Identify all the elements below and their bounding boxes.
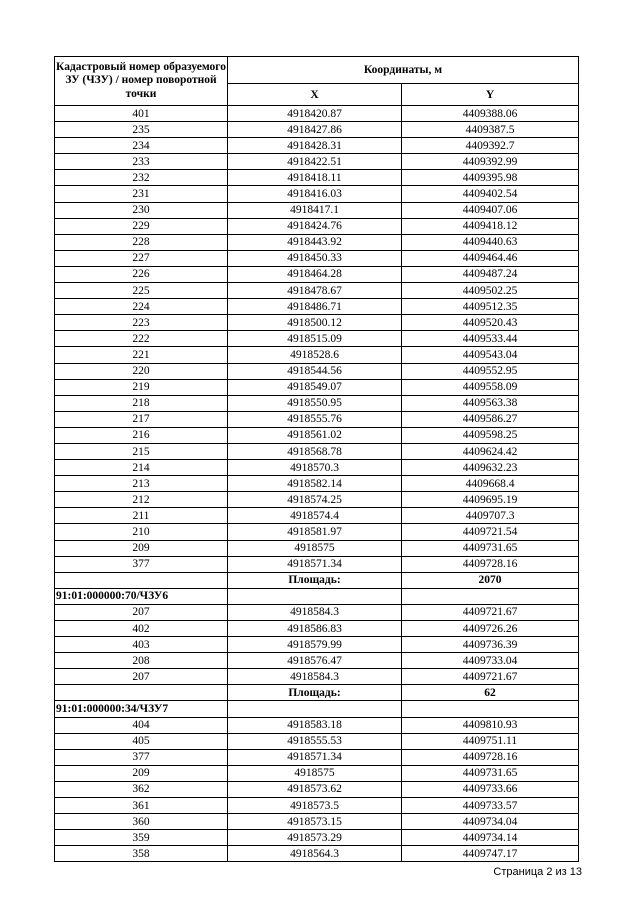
coord-y: 4409728.16: [402, 556, 579, 572]
section-title: 91:01:000000:70/ЧЗУ6: [55, 588, 228, 604]
point-number: 218: [55, 395, 228, 411]
area-value: 62: [402, 685, 579, 701]
coord-y: 4409418.12: [402, 218, 579, 234]
point-number: 234: [55, 138, 228, 154]
coord-x: 4918561.02: [228, 427, 402, 443]
coord-x: 4918571.34: [228, 556, 402, 572]
area-value: 2070: [402, 572, 579, 588]
section-title: 91:01:000000:34/ЧЗУ7: [55, 701, 228, 717]
coord-x: 4918573.29: [228, 830, 402, 846]
table-row: [55, 460, 579, 476]
coordinates-table-body: [55, 57, 579, 862]
point-number: 213: [55, 476, 228, 492]
section-empty-x: [228, 588, 402, 604]
area-row: [55, 572, 579, 588]
table-row: [55, 443, 579, 459]
header-point-name: Кадастровый номер образуемого ЗУ (ЧЗУ) / номер поворотной точки: [55, 57, 228, 106]
table-row: [55, 540, 579, 556]
point-number: 405: [55, 733, 228, 749]
coord-x: 4918478.67: [228, 283, 402, 299]
coord-y: 4409734.14: [402, 830, 579, 846]
table-row: [55, 250, 579, 266]
coord-y: 4409520.43: [402, 315, 579, 331]
area-empty: [55, 685, 228, 701]
point-number: 207: [55, 669, 228, 685]
table-row: [55, 234, 579, 250]
coord-y: 4409586.27: [402, 411, 579, 427]
section-empty-y: [402, 588, 579, 604]
point-number: 360: [55, 814, 228, 830]
coord-y: 4409558.09: [402, 379, 579, 395]
point-number: 210: [55, 524, 228, 540]
coord-y: 4409624.42: [402, 443, 579, 459]
table-row: [55, 347, 579, 363]
section-row: [55, 701, 579, 717]
coord-x: 4918464.28: [228, 266, 402, 282]
point-number: 226: [55, 266, 228, 282]
coord-x: 4918584.3: [228, 604, 402, 620]
coord-y: 4409402.54: [402, 186, 579, 202]
point-number: 225: [55, 283, 228, 299]
table-row: [55, 170, 579, 186]
table-row: [55, 669, 579, 685]
coord-y: 4409464.46: [402, 250, 579, 266]
coord-y: 4409598.25: [402, 427, 579, 443]
area-empty: [55, 572, 228, 588]
coord-y: 4409721.54: [402, 524, 579, 540]
point-number: 358: [55, 846, 228, 862]
table-row: [55, 379, 579, 395]
coord-x: 4918515.09: [228, 331, 402, 347]
point-number: 223: [55, 315, 228, 331]
coord-x: 4918443.92: [228, 234, 402, 250]
coord-x: 4918418.11: [228, 170, 402, 186]
coord-x: 4918544.56: [228, 363, 402, 379]
point-number: 230: [55, 202, 228, 218]
coord-x: 4918583.18: [228, 717, 402, 733]
coord-y: 4409726.26: [402, 621, 579, 637]
point-number: 232: [55, 170, 228, 186]
table-row: [55, 781, 579, 797]
page-number: Страница 2 из 13: [493, 866, 582, 878]
table-header-row: [55, 57, 579, 84]
header-y: Y: [402, 84, 579, 106]
coord-x: 4918424.76: [228, 218, 402, 234]
coord-x: 4918582.14: [228, 476, 402, 492]
area-label: Площадь:: [228, 685, 402, 701]
point-number: 207: [55, 604, 228, 620]
point-number: 220: [55, 363, 228, 379]
coord-x: 4918422.51: [228, 154, 402, 170]
coord-x: 4918450.33: [228, 250, 402, 266]
coord-x: 4918573.15: [228, 814, 402, 830]
coord-x: 4918486.71: [228, 299, 402, 315]
table-row: [55, 202, 579, 218]
coord-y: 4409736.39: [402, 637, 579, 653]
coord-x: 4918427.86: [228, 122, 402, 138]
point-number: 377: [55, 749, 228, 765]
coord-x: 4918417.1: [228, 202, 402, 218]
coord-x: 4918564.3: [228, 846, 402, 862]
table-row: [55, 749, 579, 765]
header-coordinates: Координаты, м: [228, 57, 579, 84]
point-number: 212: [55, 492, 228, 508]
coord-y: 4409563.38: [402, 395, 579, 411]
table-row: [55, 363, 579, 379]
coord-x: 4918428.31: [228, 138, 402, 154]
coordinates-table: [54, 56, 579, 862]
table-row: [55, 138, 579, 154]
coord-y: 4409733.66: [402, 781, 579, 797]
coord-y: 4409388.06: [402, 106, 579, 122]
point-number: 228: [55, 234, 228, 250]
coord-y: 4409668.4: [402, 476, 579, 492]
point-number: 214: [55, 460, 228, 476]
table-row: [55, 846, 579, 862]
point-number: 221: [55, 347, 228, 363]
coord-x: 4918570.3: [228, 460, 402, 476]
coord-y: 4409734.04: [402, 814, 579, 830]
coord-y: 4409632.23: [402, 460, 579, 476]
table-row: [55, 556, 579, 572]
coord-x: 4918555.76: [228, 411, 402, 427]
coord-y: 4409731.65: [402, 540, 579, 556]
table-row: [55, 814, 579, 830]
section-row: [55, 588, 579, 604]
point-number: 219: [55, 379, 228, 395]
table-row: [55, 395, 579, 411]
point-number: 362: [55, 781, 228, 797]
coord-x: 4918555.53: [228, 733, 402, 749]
coord-y: 4409733.57: [402, 798, 579, 814]
coord-y: 4409733.04: [402, 653, 579, 669]
coord-y: 4409721.67: [402, 604, 579, 620]
table-row: [55, 106, 579, 122]
coord-y: 4409695.19: [402, 492, 579, 508]
coord-x: 4918568.78: [228, 443, 402, 459]
coord-x: 4918573.62: [228, 781, 402, 797]
coord-x: 4918579.99: [228, 637, 402, 653]
table-row: [55, 508, 579, 524]
table-row: [55, 765, 579, 781]
point-number: 217: [55, 411, 228, 427]
point-number: 224: [55, 299, 228, 315]
table-row: [55, 621, 579, 637]
point-number: 209: [55, 540, 228, 556]
coord-x: 4918581.97: [228, 524, 402, 540]
coord-x: 4918550.95: [228, 395, 402, 411]
table-row: [55, 154, 579, 170]
coord-y: 4409502.25: [402, 283, 579, 299]
coord-x: 4918584.3: [228, 669, 402, 685]
table-row: [55, 186, 579, 202]
coord-y: 4409533.44: [402, 331, 579, 347]
coord-y: 4409407.06: [402, 202, 579, 218]
point-number: 215: [55, 443, 228, 459]
coord-x: 4918575: [228, 765, 402, 781]
coord-x: 4918416.03: [228, 186, 402, 202]
table-row: [55, 830, 579, 846]
table-row: [55, 798, 579, 814]
coord-x: 4918571.34: [228, 749, 402, 765]
table-row: [55, 122, 579, 138]
coord-x: 4918528.6: [228, 347, 402, 363]
coord-x: 4918574.25: [228, 492, 402, 508]
table-row: [55, 331, 579, 347]
table-row: [55, 266, 579, 282]
point-number: 229: [55, 218, 228, 234]
coord-y: 4409731.65: [402, 765, 579, 781]
coord-y: 4409747.17: [402, 846, 579, 862]
coord-y: 4409810.93: [402, 717, 579, 733]
point-number: 208: [55, 653, 228, 669]
point-number: 222: [55, 331, 228, 347]
point-number: 227: [55, 250, 228, 266]
table-row: [55, 653, 579, 669]
coord-y: 4409751.11: [402, 733, 579, 749]
coord-y: 4409440.63: [402, 234, 579, 250]
point-number: 231: [55, 186, 228, 202]
table-row: [55, 717, 579, 733]
point-number: 401: [55, 106, 228, 122]
point-number: 404: [55, 717, 228, 733]
area-label: Площадь:: [228, 572, 402, 588]
table-row: [55, 283, 579, 299]
coord-y: 4409552.95: [402, 363, 579, 379]
coord-y: 4409512.35: [402, 299, 579, 315]
table-row: [55, 733, 579, 749]
header-x: X: [228, 84, 402, 106]
point-number: 359: [55, 830, 228, 846]
point-number: 377: [55, 556, 228, 572]
coord-x: 4918576.47: [228, 653, 402, 669]
coord-x: 4918574.4: [228, 508, 402, 524]
table-row: [55, 637, 579, 653]
point-number: 235: [55, 122, 228, 138]
coord-x: 4918586.83: [228, 621, 402, 637]
table-row: [55, 299, 579, 315]
point-number: 211: [55, 508, 228, 524]
table-row: [55, 218, 579, 234]
section-empty-y: [402, 701, 579, 717]
coord-y: 4409721.67: [402, 669, 579, 685]
table-row: [55, 476, 579, 492]
table-row: [55, 524, 579, 540]
coord-y: 4409543.04: [402, 347, 579, 363]
table-row: [55, 492, 579, 508]
table-row: [55, 315, 579, 331]
point-number: 233: [55, 154, 228, 170]
coord-y: 4409487.24: [402, 266, 579, 282]
coord-y: 4409728.16: [402, 749, 579, 765]
area-row: [55, 685, 579, 701]
point-number: 209: [55, 765, 228, 781]
coord-y: 4409392.7: [402, 138, 579, 154]
coord-x: 4918573.5: [228, 798, 402, 814]
coord-y: 4409707.3: [402, 508, 579, 524]
point-number: 403: [55, 637, 228, 653]
point-number: 216: [55, 427, 228, 443]
coord-x: 4918549.07: [228, 379, 402, 395]
coord-x: 4918420.87: [228, 106, 402, 122]
table-row: [55, 427, 579, 443]
section-empty-x: [228, 701, 402, 717]
point-number: 402: [55, 621, 228, 637]
coord-x: 4918575: [228, 540, 402, 556]
table-row: [55, 411, 579, 427]
coord-y: 4409387.5: [402, 122, 579, 138]
table-row: [55, 604, 579, 620]
point-number: 361: [55, 798, 228, 814]
coord-y: 4409395.98: [402, 170, 579, 186]
coord-y: 4409392.99: [402, 154, 579, 170]
coord-x: 4918500.12: [228, 315, 402, 331]
